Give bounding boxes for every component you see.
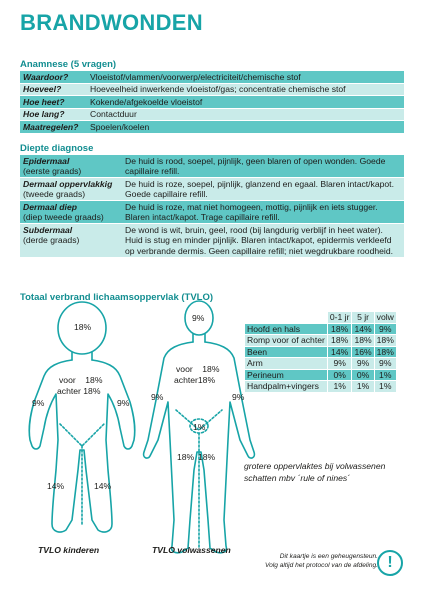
table-row: Handpalm+vingers 1% 1% 1% xyxy=(245,381,396,392)
anamnese-value: Kokende/afgekoelde vloeistof xyxy=(87,96,404,108)
anamnese-value: Vloeistof/vlammen/voorwerp/electriciteit/chemische stof xyxy=(87,71,404,83)
diepte-key: Dermaal diep (diep tweede graads) xyxy=(20,201,122,223)
diepte-key: Dermaal oppervlakkig (tweede graads) xyxy=(20,178,122,200)
anamnese-heading: Anamnese (5 vragen) xyxy=(20,59,117,70)
table-row: Been 14% 16% 18% xyxy=(247,346,394,357)
anamnese-value: Spoelen/koelen xyxy=(87,121,404,133)
table-header-row xyxy=(245,312,396,323)
diepte-value: De huid is roze, mat niet homogeen, mottig, pijnlijk en iets stugger. Blaren intact/kapot. Trage capillaire refill. xyxy=(122,201,404,223)
rule-of-nines-note: grotere oppervlaktes bij volwassenen schatten mbv ´rule of nines´ xyxy=(244,461,386,483)
footer-note: Dit kaartje is een geheugensteun. Volg altijd het protocol van de afdeling. xyxy=(264,553,378,569)
tvlo-heading: Totaal verbrand lichaamsoppervlak (TVLO) xyxy=(20,292,214,303)
row-label: Been xyxy=(245,347,327,358)
anamnese-key: Hoeveel? xyxy=(20,84,87,96)
anamnese-key: Maatregelen? xyxy=(20,121,87,133)
adult-front-label: voor 18% xyxy=(176,364,220,374)
adult-leg-right-pct: 18% xyxy=(198,452,216,462)
diepte-key: Epidermaal (eerste graads) xyxy=(20,155,122,177)
diepte-value: De huid is rood, soepel, pijnlijk, geen blaren of open wonden. Goede capillaire refill. xyxy=(122,155,404,177)
anamnese-key: Waardoor? xyxy=(20,71,87,83)
anamnese-value: Hoeveelheid inwerkende vloeistof/gas; concentratie chemische stof xyxy=(87,84,404,96)
diepte-value: De wond is wit, bruin, geel, rood (bij langdurig verblijf in heet water). Huid is stug en minder pijnlijk. Blaren intact/kapot, epidermis verkleefd op verbrande dermis. Geen capillaire refill; niet wegdrukbare roodheid. xyxy=(122,224,404,257)
anamnese-key: Hoe lang? xyxy=(20,109,87,121)
page-title: BRANDWONDEN xyxy=(20,10,203,35)
column-header: volw xyxy=(376,312,394,322)
row-label: Perineum xyxy=(245,370,327,381)
table-row: Hoofd en hals 18% 14% 9% xyxy=(245,324,396,335)
child-arm-left-pct: 9% xyxy=(32,398,45,408)
diepte-key: Subdermaal (derde graads) xyxy=(20,224,122,257)
child-leg-left-pct: 14% xyxy=(47,481,65,491)
adult-arm-left-pct: 9% xyxy=(151,392,164,402)
adult-arm-right-pct: 9% xyxy=(232,392,245,402)
adult-leg-left-pct: 18% xyxy=(177,452,195,462)
child-arm-right-pct: 9% xyxy=(117,398,130,408)
child-head-pct: 18% xyxy=(74,322,92,332)
diepte-value: De huid is roze, soepel, pijnlijk, glanzend en egaal. Blaren intact/kapot. Goede capillaire refill. xyxy=(122,178,404,200)
adult-caption: TVLO volwassenen xyxy=(152,545,231,555)
tvlo-table xyxy=(244,311,397,393)
child-back-label: achter 18% xyxy=(57,386,101,396)
anamnese-key: Hoe heet? xyxy=(20,96,87,108)
row-label: Arm xyxy=(245,358,327,369)
child-caption: TVLO kinderen xyxy=(38,545,100,555)
table-row: Romp voor of achter 18% 18% 18% xyxy=(247,335,394,345)
column-header: 0-1 jr xyxy=(329,312,350,322)
adult-back-label: achter18% xyxy=(174,375,216,385)
column-header: 5 jr xyxy=(352,312,373,323)
child-leg-right-pct: 14% xyxy=(94,481,112,491)
child-figure xyxy=(29,302,135,532)
table-row: Arm 9% 9% 9% xyxy=(245,358,396,369)
row-label: Hoofd en hals xyxy=(245,324,327,335)
anamnese-value: Contactduur xyxy=(87,109,404,121)
row-label: Handpalm+vingers xyxy=(245,381,327,392)
diepte-heading: Diepte diagnose xyxy=(20,143,94,154)
table-row: Perineum 0% 0% 1% xyxy=(245,370,396,381)
adult-head-pct: 9% xyxy=(192,313,205,323)
row-label: Romp voor of achter xyxy=(247,335,325,345)
adult-perineum-pct: 1% xyxy=(193,422,206,432)
exclamation-icon: ! xyxy=(377,550,403,576)
child-front-label: voor 18% xyxy=(59,375,103,385)
